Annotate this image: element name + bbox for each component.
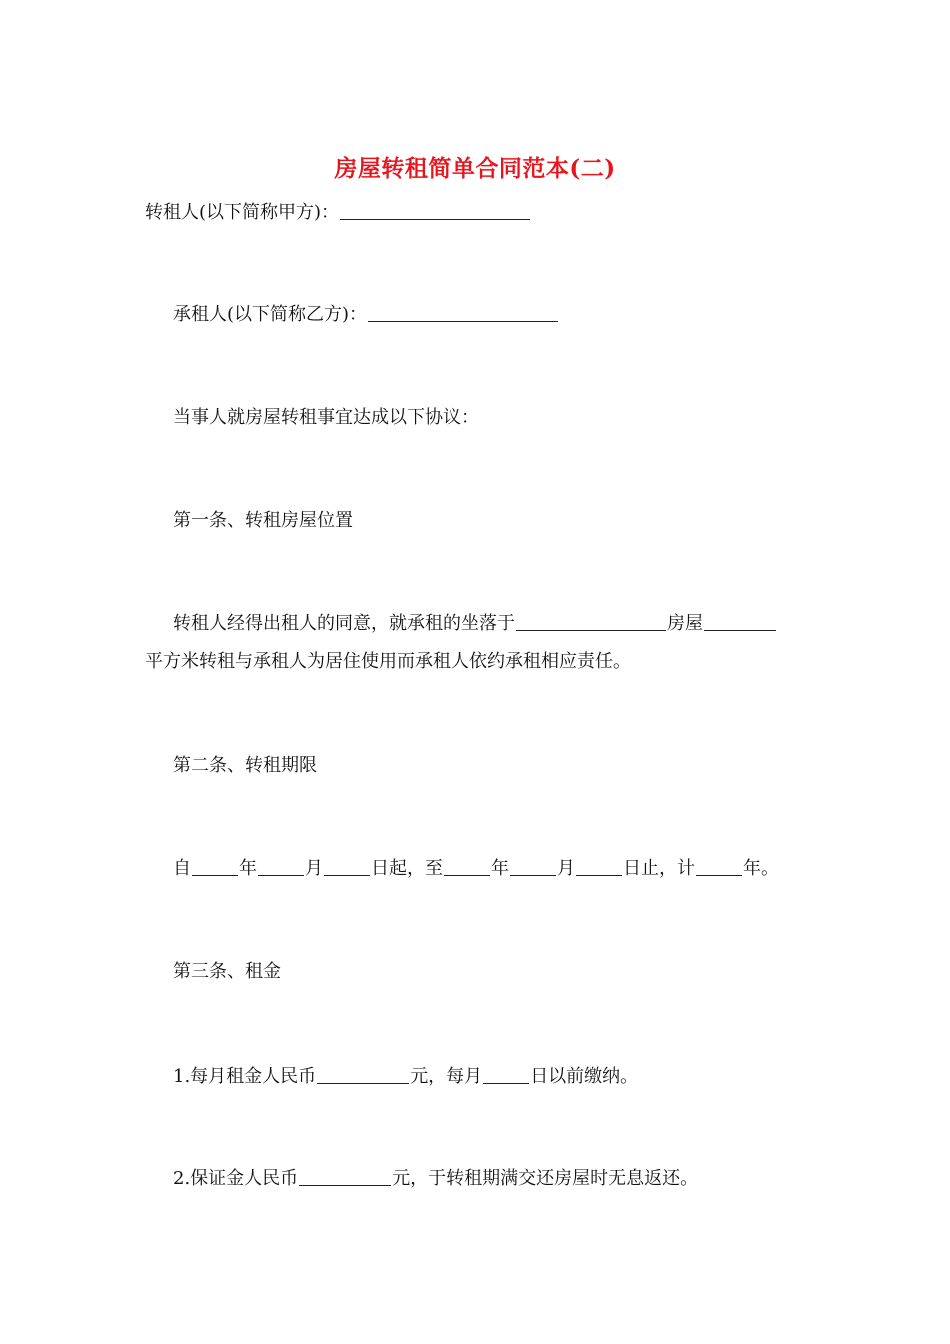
article1-text-c: 平方米转租与承租人为居住使用而承租人依约承租相应责任。	[145, 651, 631, 672]
location-blank[interactable]	[516, 629, 666, 631]
intro-text: 当事人就房屋转租事宜达成以下协议：	[173, 407, 479, 428]
party-b-blank[interactable]	[368, 320, 558, 322]
rent-item1	[173, 1060, 853, 1094]
start-year-blank[interactable]	[192, 874, 238, 876]
article2-heading-text: 第二条、转租期限	[173, 755, 317, 776]
article1-line1	[173, 607, 853, 641]
monthly-rent-blank[interactable]	[317, 1082, 409, 1084]
article3-heading	[173, 955, 853, 989]
rent-item1-b: 元，每月	[410, 1066, 483, 1087]
party-b-label: 承租人(以下简称乙方)：	[173, 304, 368, 325]
term-day-start-label: 日起，至	[371, 858, 443, 879]
area-blank[interactable]	[704, 629, 776, 631]
term-month-label: 月	[305, 858, 323, 879]
article1-heading	[173, 504, 853, 538]
party-a-label: 转租人(以下简称甲方)：	[145, 202, 340, 223]
payment-day-blank[interactable]	[483, 1082, 529, 1084]
deposit-blank[interactable]	[299, 1184, 391, 1186]
term-day-end-label: 日止，计	[623, 858, 695, 879]
article3-heading-text: 第三条、租金	[173, 961, 281, 982]
term-line	[173, 852, 853, 886]
end-day-blank[interactable]	[576, 874, 622, 876]
rent-item2-a: 2.保证金人民币	[173, 1168, 299, 1189]
start-day-blank[interactable]	[324, 874, 370, 876]
start-month-blank[interactable]	[258, 874, 304, 876]
rent-item2-b: 元，于转租期满交还房屋时无息返还。	[392, 1168, 699, 1189]
term-years-blank[interactable]	[696, 874, 742, 876]
article1-text-b: 房屋	[667, 613, 703, 634]
term-from: 自	[173, 858, 191, 879]
article1-text-a: 转租人经得出租人的同意，就承租的坐落于	[173, 613, 515, 634]
party-b-line	[173, 298, 853, 332]
article1-line2	[145, 645, 825, 679]
end-month-blank[interactable]	[510, 874, 556, 876]
end-year-blank[interactable]	[444, 874, 490, 876]
term-year-label: 年	[239, 858, 257, 879]
party-a-line	[145, 196, 825, 230]
term-month-label-2: 月	[557, 858, 575, 879]
term-year-end-label: 年。	[743, 858, 779, 879]
rent-item1-c: 日以前缴纳。	[530, 1066, 639, 1087]
term-year-label-2: 年	[491, 858, 509, 879]
article1-heading-text: 第一条、转租房屋位置	[173, 510, 353, 531]
rent-item1-a: 1.每月租金人民币	[173, 1066, 317, 1087]
document-title: 房屋转租简单合同范本(二)	[334, 155, 616, 182]
party-a-blank[interactable]	[340, 218, 530, 220]
article2-heading	[173, 749, 853, 783]
intro-line	[173, 401, 853, 435]
rent-item2	[173, 1162, 853, 1196]
